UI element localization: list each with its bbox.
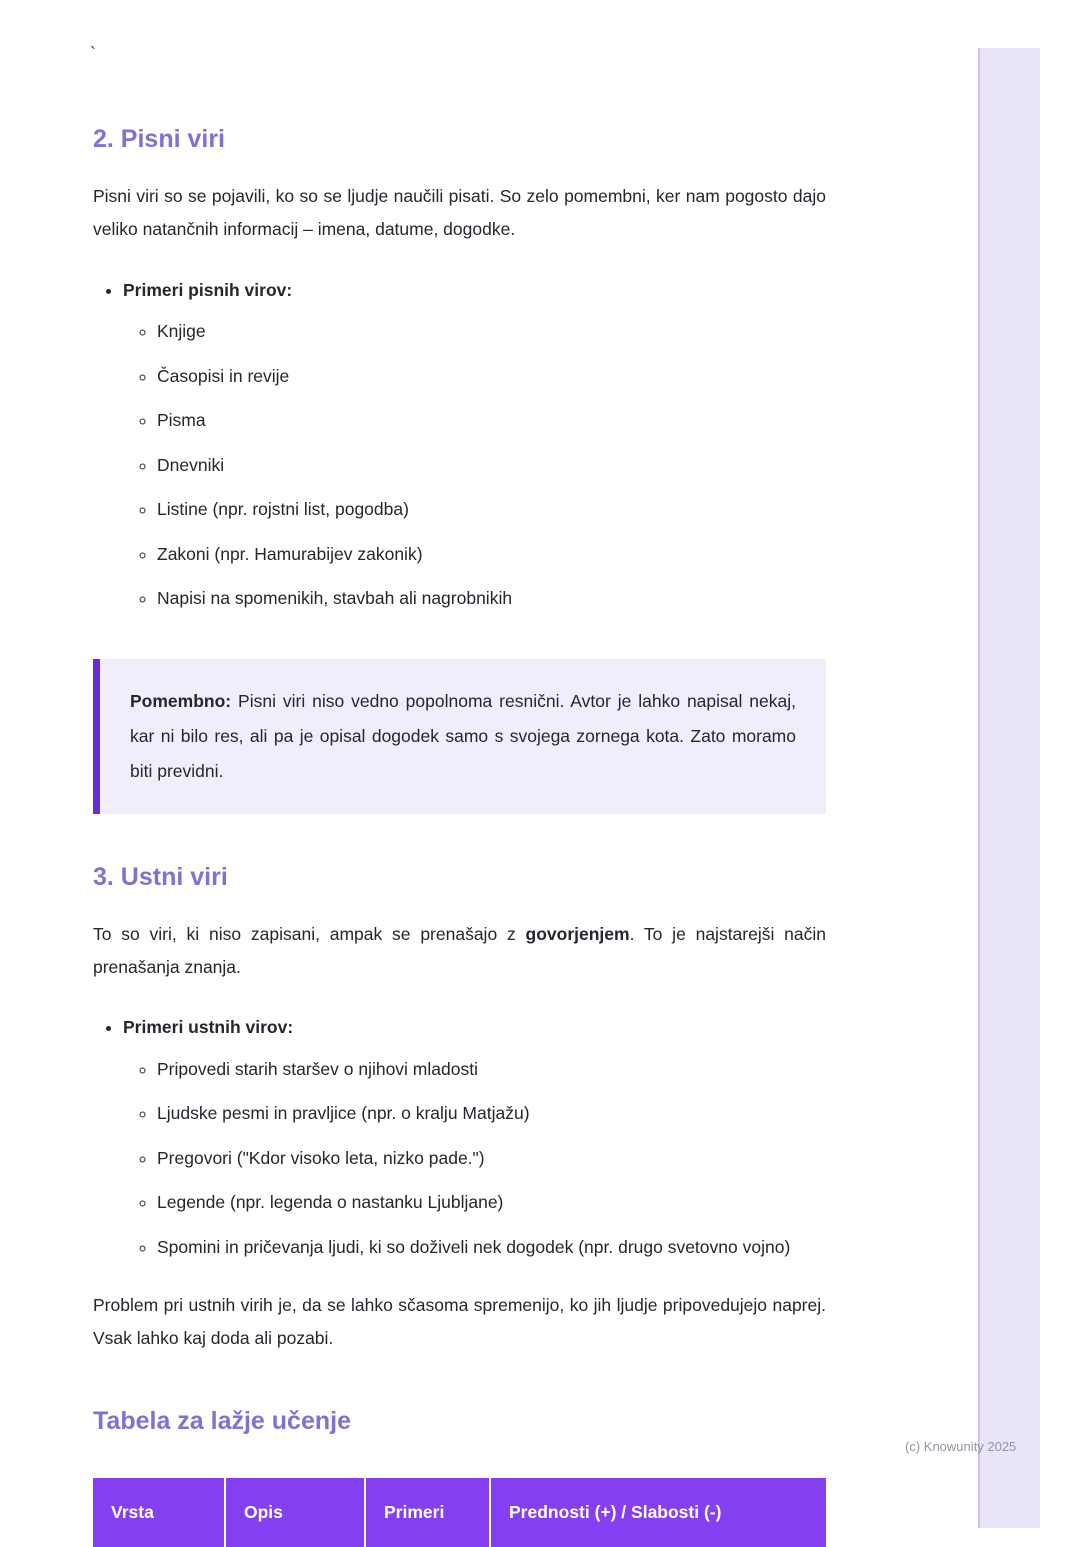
- section-heading-pisni-viri: 2. Pisni viri: [93, 125, 226, 153]
- list-item: [123, 1012, 826, 1263]
- intro-text: . To je najstarejši način prenašanja znanja.: [93, 923, 827, 977]
- table-header-opis: Opis: [225, 1478, 365, 1547]
- list-item: ◦ Legende (npr. legenda o nastanku Ljubljane): [157, 1187, 826, 1219]
- ustni-viri-bullet-list: [93, 1012, 826, 1263]
- table-header-vrsta: Vrsta: [93, 1478, 225, 1547]
- pisni-viri-sublist: [123, 316, 826, 615]
- callout-text: [130, 684, 796, 789]
- document-content: [93, 0, 826, 1547]
- list-item: ◦ Spomini in pričevanja ljudi, ki so doživeli nek dogodek (npr. drugo svetovno vojno): [157, 1232, 826, 1264]
- ustni-viri-sublist: [123, 1054, 826, 1264]
- list-item: ◦ Pisma: [157, 405, 826, 437]
- pisni-viri-intro-paragraph: Pisni viri so se pojavili, ko so se ljudje naučili pisati. So zelo pomembni, ker nam pogosto dajo veliko natančnih informacij – imena, datume, dogodke.: [93, 186, 826, 240]
- section-heading-tabela: Tabela za lažje učenje: [93, 1406, 351, 1435]
- list-item: [123, 275, 826, 615]
- list-item: ◦ Zakoni (npr. Hamurabijev zakonik): [157, 539, 826, 571]
- study-table: [93, 1478, 826, 1547]
- list-item: ◦ Dnevniki: [157, 450, 826, 482]
- list-item: ◦ Napisi na spomenikih, stavbah ali nagrobnikih: [157, 583, 826, 615]
- list-item: ◦ Pripovedi starih staršev o njihovi mladosti: [157, 1054, 826, 1086]
- stray-backtick: `: [90, 44, 96, 64]
- callout-body: Pisni viri niso vedno popolnoma resnični. Avtor je lahko napisal nekaj, kar ni bilo res, ali pa je opisal dogodek samo s svojega zornega kota. Zato moramo biti previdni.: [130, 690, 796, 781]
- list-item: ◦ Listine (npr. rojstni list, pogodba): [157, 494, 826, 526]
- list-title: Primeri ustnih virov:: [123, 1017, 294, 1037]
- important-callout: [93, 659, 826, 814]
- table-header-prednosti-slabosti: Prednosti (+) / Slabosti (-): [490, 1478, 826, 1547]
- ustni-viri-intro-paragraph: [93, 918, 826, 985]
- list-item: ◦ Časopisi in revije: [157, 361, 826, 393]
- intro-bold-word: govorjenjem: [525, 923, 630, 944]
- intro-text: To so viri, ki niso zapisani, ampak se prenašajo z: [93, 923, 526, 944]
- list-item: ◦ Ljudske pesmi in pravljice (npr. o kralju Matjažu): [157, 1098, 826, 1130]
- table-header-primeri: Primeri: [365, 1478, 490, 1547]
- page-edge-strip: [978, 48, 1040, 1528]
- ustni-viri-outro-paragraph: Problem pri ustnih virih je, da se lahko sčasoma spremenijo, ko jih ljudje pripovedujejo naprej. Vsak lahko kaj doda ali pozabi.: [93, 1295, 826, 1349]
- section-heading-ustni-viri: 3. Ustni viri: [93, 862, 228, 891]
- list-item: ◦ Pregovori ("Kdor visoko leta, nizko pade."): [157, 1143, 826, 1175]
- pisni-viri-bullet-list: [93, 275, 826, 615]
- list-item: ◦ Knjige: [157, 316, 826, 348]
- callout-label: Pomembno:: [130, 690, 232, 711]
- table-header-row: [93, 1478, 826, 1547]
- knowunity-watermark: (c) Knowunity 2025: [905, 1439, 1017, 1454]
- list-title: Primeri pisnih virov:: [123, 279, 293, 300]
